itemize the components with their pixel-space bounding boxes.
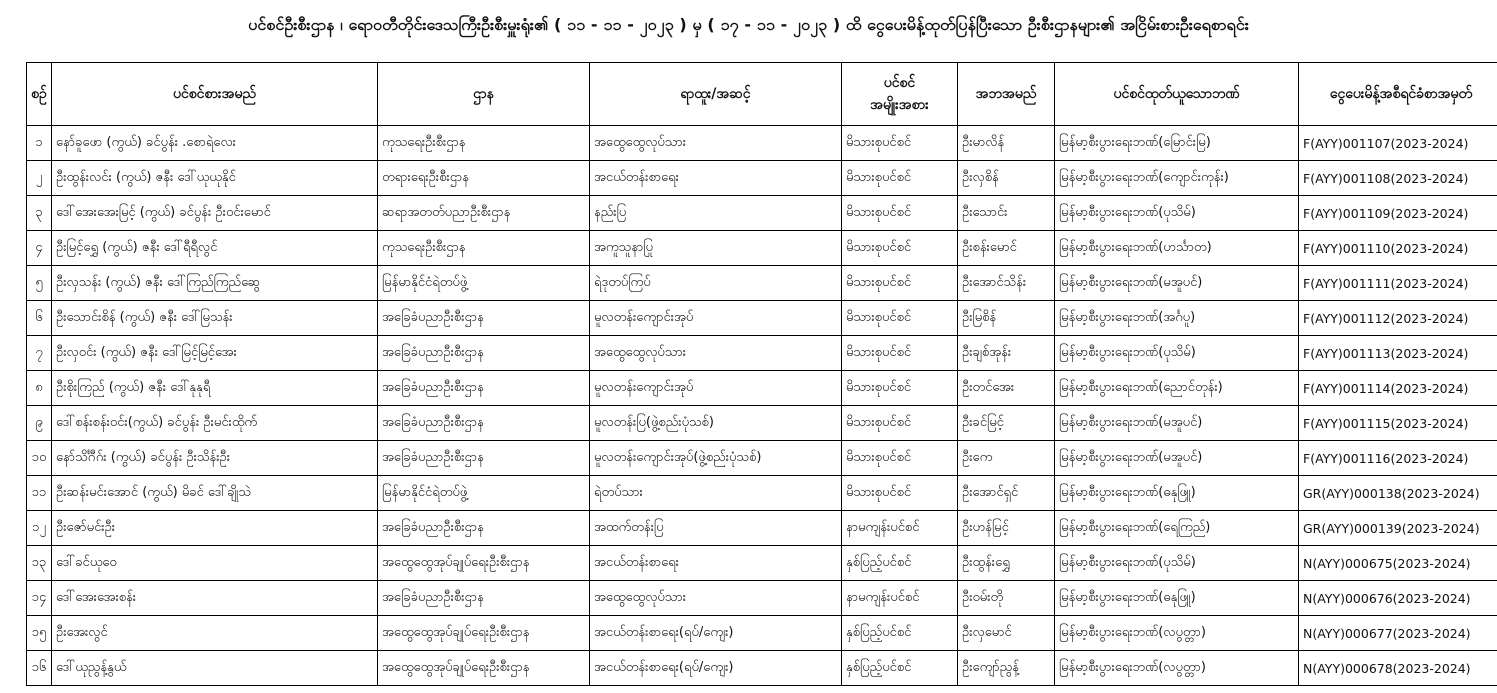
father-name-cell: ဦးလှမောင်	[958, 616, 1055, 651]
department-cell: အခြေခံပညာဦးစီးဌာန	[378, 371, 590, 406]
pension-type-cell: မိသားစုပင်စင်	[842, 266, 958, 301]
pension-type-cell: နာမကျန်းပင်စင်	[842, 581, 958, 616]
row-number-cell: ၁၄	[27, 581, 52, 616]
col-header-position: ရာထူး/အဆင့်	[590, 63, 842, 126]
bank-branch-cell: မြန်မာ့စီးပွားရေးဘဏ်(မအူပင်)	[1055, 266, 1299, 301]
order-number-cell: F(AYY)001116(2023-2024)	[1299, 441, 1497, 476]
father-name-cell: ဦးခင်မြင့်	[958, 406, 1055, 441]
order-number-cell: F(AYY)001107(2023-2024)	[1299, 126, 1497, 161]
father-name-cell: ဦးစန်းမောင်	[958, 231, 1055, 266]
order-number-cell: F(AYY)001113(2023-2024)	[1299, 336, 1497, 371]
pension-type-cell: မိသားစုပင်စင်	[842, 406, 958, 441]
bank-branch-cell: မြန်မာ့စီးပွားရေးဘဏ်(မအူပင်)	[1055, 406, 1299, 441]
pension-type-cell: မိသားစုပင်စင်	[842, 231, 958, 266]
bank-branch-cell: မြန်မာ့စီးပွားရေးဘဏ်(ပုသိမ်)	[1055, 546, 1299, 581]
page-title: ပင်စင်ဦးစီးဌာန ၊ ရောဝတီတိုင်းဒေသကြီးဦးစီးမှူးရုံး၏ ( ၁၁ - ၁၁ - ၂၀၂၃ ) မှ ( ၁၇ - ၁၁ - ၂၀၂၃ ) ထိ ငွေပေးမိန့်ထုတ်ပြန်ပြီးသော ဦးစီးဌာနများ၏ အငြိမ်းစားဦးရေစာရင်း	[248, 15, 1249, 34]
pensioner-name-cell: ဒေါ်အေးအေးမြင့် (ကွယ်) ခင်ပွန်း ဦးဝင်းမောင်	[52, 196, 378, 231]
father-name-cell: ဦးထွန်းရွှေ	[958, 546, 1055, 581]
row-number-cell: ၈	[27, 371, 52, 406]
pensioner-name-cell: ဦးဆန်းမင်းအောင် (ကွယ်) မိခင် ဒေါ်ချိုသဲ	[52, 476, 378, 511]
table-row	[27, 371, 1497, 406]
table-row	[27, 266, 1497, 301]
pensioner-name-cell: ဦးစိုးကြည် (ကွယ်) ဇနီး ဒေါ်နုနုရီ	[52, 371, 378, 406]
table-row	[27, 616, 1497, 651]
order-number-cell: GR(AYY)000138(2023-2024)	[1299, 476, 1497, 511]
table-header	[27, 63, 1497, 126]
pensioner-name-cell: ဒေါ်အေးအေးစန်း	[52, 581, 378, 616]
position-cell: ရဲဒုတပ်ကြပ်	[590, 266, 842, 301]
position-cell: အငယ်တန်းစာရေး(ရပ်/ကျေး)	[590, 651, 842, 686]
position-cell: အထွေထွေလုပ်သား	[590, 336, 842, 371]
department-cell: အခြေခံပညာဦးစီးဌာန	[378, 581, 590, 616]
pension-table	[26, 62, 1497, 686]
bank-branch-cell: မြန်မာ့စီးပွားရေးဘဏ်(လပွတ္တာ)	[1055, 616, 1299, 651]
father-name-cell: ဦးတင်အေး	[958, 371, 1055, 406]
row-number-cell: ၁၂	[27, 511, 52, 546]
row-number-cell: ၉	[27, 406, 52, 441]
department-cell: အခြေခံပညာဦးစီးဌာန	[378, 301, 590, 336]
table-row	[27, 651, 1497, 686]
position-cell: မူလတန်းကျောင်းအုပ်	[590, 371, 842, 406]
pensioner-name-cell: ဒေါ်စန်းစန်းဝင်း(ကွယ်) ခင်ပွန်း ဦးမင်းထိုက်	[52, 406, 378, 441]
pension-type-cell: မိသားစုပင်စင်	[842, 196, 958, 231]
position-cell: အငယ်တန်းစာရေး	[590, 161, 842, 196]
father-name-cell: ဦးမာလိန်	[958, 126, 1055, 161]
bank-branch-cell: မြန်မာ့စီးပွားရေးဘဏ်(ဓနုဖြူ)	[1055, 581, 1299, 616]
row-number-cell: ၁၅	[27, 616, 52, 651]
position-cell: မူလတန်းကျောင်းအုပ်(ဖွဲ့စည်းပုံသစ်)	[590, 441, 842, 476]
bank-branch-cell: မြန်မာ့စီးပွားရေးဘဏ်(ပုသိမ်)	[1055, 336, 1299, 371]
pension-type-cell: မိသားစုပင်စင်	[842, 371, 958, 406]
position-cell: အထွေထွေလုပ်သား	[590, 581, 842, 616]
bank-branch-cell: မြန်မာ့စီးပွားရေးဘဏ်(ကျောင်းကုန်း)	[1055, 161, 1299, 196]
pensioner-name-cell: ဦးလှသန်း (ကွယ်) ဇနီး ဒေါ်ကြည်ကြည်ဆွေ	[52, 266, 378, 301]
pension-type-cell: မိသားစုပင်စင်	[842, 476, 958, 511]
department-cell: အထွေထွေအုပ်ချုပ်ရေးဦးစီးဌာန	[378, 616, 590, 651]
pensioner-name-cell: ဦးဇော်မင်းဦး	[52, 511, 378, 546]
father-name-cell: ဦးအောင်ရှင်	[958, 476, 1055, 511]
row-number-cell: ၆	[27, 301, 52, 336]
pensioner-name-cell: ဦးအေးလွင်	[52, 616, 378, 651]
order-number-cell: N(AYY)000675(2023-2024)	[1299, 546, 1497, 581]
pensioner-name-cell: ဒေါ်ခင်ယုဝေ	[52, 546, 378, 581]
pension-type-cell: မိသားစုပင်စင်	[842, 336, 958, 371]
row-number-cell: ၇	[27, 336, 52, 371]
header-row	[27, 63, 1497, 126]
order-number-cell: F(AYY)001112(2023-2024)	[1299, 301, 1497, 336]
pension-type-cell: နှစ်ပြည့်ပင်စင်	[842, 616, 958, 651]
order-number-cell: N(AYY)000676(2023-2024)	[1299, 581, 1497, 616]
department-cell: အခြေခံပညာဦးစီးဌာန	[378, 441, 590, 476]
order-number-cell: F(AYY)001108(2023-2024)	[1299, 161, 1497, 196]
pensioner-name-cell: ဦးထွန်းလင်း (ကွယ်) ဇနီး ဒေါ်ယုယုနိုင်	[52, 161, 378, 196]
bank-branch-cell: မြန်မာ့စီးပွားရေးဘဏ်(ဟင်္သာတ)	[1055, 231, 1299, 266]
table-row	[27, 336, 1497, 371]
table-row	[27, 476, 1497, 511]
father-name-cell: ဦးလှစိန်	[958, 161, 1055, 196]
department-cell: အခြေခံပညာဦးစီးဌာန	[378, 511, 590, 546]
bank-branch-cell: မြန်မာ့စီးပွားရေးဘဏ်(မြောင်းမြ)	[1055, 126, 1299, 161]
row-number-cell: ၁၁	[27, 476, 52, 511]
department-cell: မြန်မာနိုင်ငံရဲတပ်ဖွဲ့	[378, 266, 590, 301]
col-header-bank: ပင်စင်ထုတ်ယူသောဘဏ်	[1055, 63, 1299, 126]
table-row	[27, 546, 1497, 581]
department-cell: အခြေခံပညာဦးစီးဌာန	[378, 406, 590, 441]
row-number-cell: ၅	[27, 266, 52, 301]
table-row	[27, 511, 1497, 546]
table-row	[27, 126, 1497, 161]
position-cell: အထက်တန်းပြ	[590, 511, 842, 546]
col-header-order-number: ငွေပေးမိန့်အစီရင်ခံစာအမှတ်	[1299, 63, 1497, 126]
bank-branch-cell: မြန်မာ့စီးပွားရေးဘဏ်(ဓနုဖြူ)	[1055, 476, 1299, 511]
bank-branch-cell: မြန်မာ့စီးပွားရေးဘဏ်(ပုသိမ်)	[1055, 196, 1299, 231]
department-cell: ကုသရေးဦးစီးဌာန	[378, 231, 590, 266]
table-row	[27, 231, 1497, 266]
father-name-cell: ဦးကျော်ညွန့်	[958, 651, 1055, 686]
row-number-cell: ၁၃	[27, 546, 52, 581]
position-cell: နည်းပြ	[590, 196, 842, 231]
order-number-cell: F(AYY)001111(2023-2024)	[1299, 266, 1497, 301]
department-cell: မြန်မာနိုင်ငံရဲတပ်ဖွဲ့	[378, 476, 590, 511]
table-body	[27, 126, 1497, 686]
order-number-cell: F(AYY)001114(2023-2024)	[1299, 371, 1497, 406]
father-name-cell: ဦးချစ်အုန်း	[958, 336, 1055, 371]
department-cell: အထွေထွေအုပ်ချုပ်ရေးဦးစီးဌာန	[378, 546, 590, 581]
father-name-cell: ဦးဟန်မြင့်	[958, 511, 1055, 546]
table-row	[27, 406, 1497, 441]
bank-branch-cell: မြန်မာ့စီးပွားရေးဘဏ်(ညောင်တုန်း)	[1055, 371, 1299, 406]
table-row	[27, 581, 1497, 616]
table-row	[27, 196, 1497, 231]
pension-type-cell: မိသားစုပင်စင်	[842, 126, 958, 161]
pension-type-cell: နှစ်ပြည့်ပင်စင်	[842, 546, 958, 581]
department-cell: ကုသရေးဦးစီးဌာန	[378, 126, 590, 161]
bank-branch-cell: မြန်မာ့စီးပွားရေးဘဏ်(ရေကြည်)	[1055, 511, 1299, 546]
bank-branch-cell: မြန်မာ့စီးပွားရေးဘဏ်(လပွတ္တာ)	[1055, 651, 1299, 686]
pensioner-name-cell: နော်ခူဖော (ကွယ်) ခင်ပွန်း .စောရဲလေး	[52, 126, 378, 161]
position-cell: ရဲတပ်သား	[590, 476, 842, 511]
row-number-cell: ၄	[27, 231, 52, 266]
department-cell: အထွေထွေအုပ်ချုပ်ရေးဦးစီးဌာန	[378, 651, 590, 686]
father-name-cell: ဦးကေ	[958, 441, 1055, 476]
department-cell: တရားရေးဦးစီးဌာန	[378, 161, 590, 196]
pensioner-name-cell: နော်သိင်္ဂီဂ်း (ကွယ်) ခင်ပွန်း ဦးသိန်းဦး	[52, 441, 378, 476]
row-number-cell: ၂	[27, 161, 52, 196]
position-cell: အငယ်တန်းစာရေး	[590, 546, 842, 581]
pensioner-name-cell: ဦးလှဝင်း (ကွယ်) ဇနီး ဒေါ်မြင့်မြင့်အေး	[52, 336, 378, 371]
pension-type-cell: နှစ်ပြည့်ပင်စင်	[842, 651, 958, 686]
position-cell: မူလတန်းကျောင်းအုပ်	[590, 301, 842, 336]
position-cell: မူလတန်းပြ(ဖွဲ့စည်းပုံသစ်)	[590, 406, 842, 441]
pension-table-container	[26, 62, 1481, 686]
pension-type-cell: မိသားစုပင်စင်	[842, 441, 958, 476]
col-header-pensioner-name: ပင်စင်စားအမည်	[52, 63, 378, 126]
father-name-cell: ဦးအောင်သိန်း	[958, 266, 1055, 301]
pension-type-cell: နာမကျန်းပင်စင်	[842, 511, 958, 546]
department-cell: အခြေခံပညာဦးစီးဌာန	[378, 336, 590, 371]
father-name-cell: ဦးသောင်း	[958, 196, 1055, 231]
position-cell: အကူသူနာပြု	[590, 231, 842, 266]
col-header-pension-type: ပင်စင် အမျိုးအစား	[842, 63, 958, 126]
order-number-cell: N(AYY)000677(2023-2024)	[1299, 616, 1497, 651]
row-number-cell: ၃	[27, 196, 52, 231]
position-cell: အထွေထွေလုပ်သား	[590, 126, 842, 161]
table-row	[27, 301, 1497, 336]
position-cell: အငယ်တန်းစာရေး(ရပ်/ကျေး)	[590, 616, 842, 651]
department-cell: ဆရာအတတ်ပညာဦးစီးဌာန	[378, 196, 590, 231]
pensioner-name-cell: ဦးသောင်းစိန် (ကွယ်) ဇနီး ဒေါ်မြသန်း	[52, 301, 378, 336]
order-number-cell: F(AYY)001109(2023-2024)	[1299, 196, 1497, 231]
row-number-cell: ၁	[27, 126, 52, 161]
order-number-cell: N(AYY)000678(2023-2024)	[1299, 651, 1497, 686]
pension-type-cell: မိသားစုပင်စင်	[842, 161, 958, 196]
table-row	[27, 441, 1497, 476]
row-number-cell: ၁၆	[27, 651, 52, 686]
col-header-father-name: အဘအမည်	[958, 63, 1055, 126]
order-number-cell: F(AYY)001110(2023-2024)	[1299, 231, 1497, 266]
father-name-cell: ဦးမြစိန်	[958, 301, 1055, 336]
bank-branch-cell: မြန်မာ့စီးပွားရေးဘဏ်(အင်္ဂပူ)	[1055, 301, 1299, 336]
row-number-cell: ၁၀	[27, 441, 52, 476]
order-number-cell: GR(AYY)000139(2023-2024)	[1299, 511, 1497, 546]
pensioner-name-cell: ဦးမြင့်ရွှေ (ကွယ်) ဇနီး ဒေါ်ရီရီလွင်	[52, 231, 378, 266]
bank-branch-cell: မြန်မာ့စီးပွားရေးဘဏ်(မအူပင်)	[1055, 441, 1299, 476]
col-header-department: ဌာန	[378, 63, 590, 126]
table-row	[27, 161, 1497, 196]
pensioner-name-cell: ဒေါ်ယုညွန့်နွယ်	[52, 651, 378, 686]
col-header-no: စဉ်	[27, 63, 52, 126]
pension-type-cell: မိသားစုပင်စင်	[842, 301, 958, 336]
father-name-cell: ဦးဝမ်းတို	[958, 581, 1055, 616]
order-number-cell: F(AYY)001115(2023-2024)	[1299, 406, 1497, 441]
